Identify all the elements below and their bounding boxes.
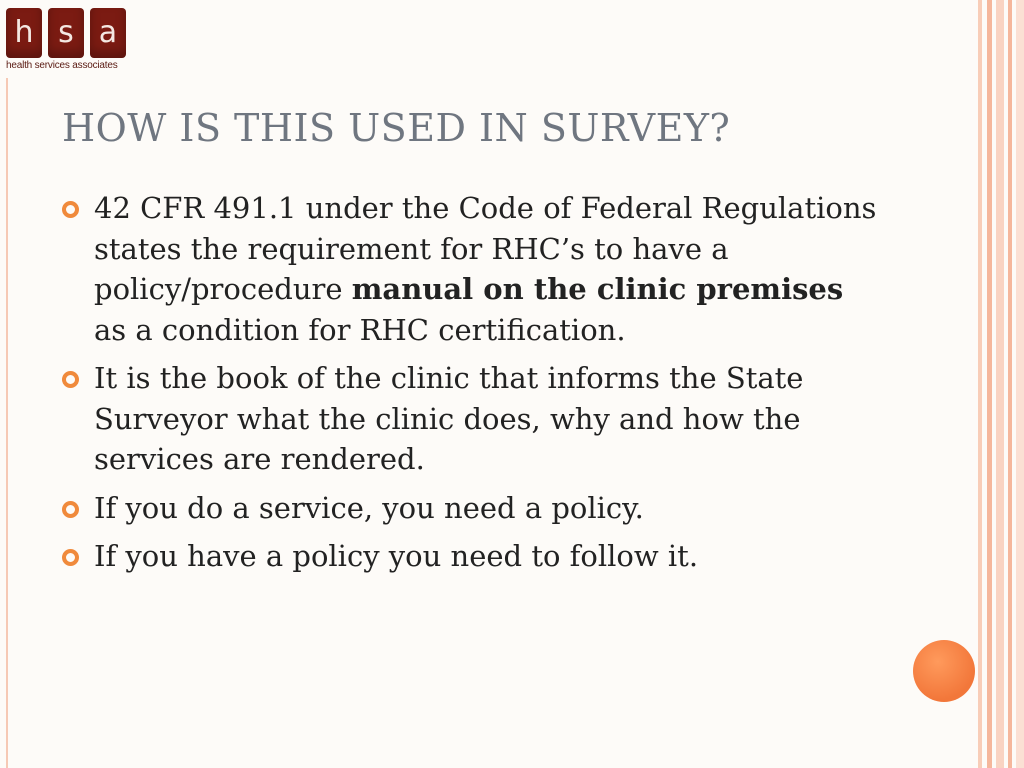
bullet-item	[62, 188, 882, 350]
right-stripe	[1016, 0, 1024, 768]
bullet-text: 42 CFR 491.1 under the Code of Federal Regulations states the requirement for RHC’s to have a policy/procedure	[94, 191, 877, 306]
left-accent-line	[6, 78, 8, 768]
ring-bullet-icon	[62, 549, 79, 566]
logo-tiles	[6, 8, 126, 58]
bullet-text: If you do a service, you need a policy.	[94, 490, 644, 525]
bullet-text: If you have a policy you need to follow it.	[94, 539, 699, 573]
orange-circle-icon	[913, 640, 975, 702]
logo-tile-h: h	[6, 8, 42, 58]
slide-title: HOW IS THIS USED IN SURVEY?	[62, 106, 731, 150]
bullet-list	[62, 188, 882, 585]
right-stripe	[978, 0, 982, 768]
bullet-item	[62, 358, 882, 480]
ring-bullet-icon	[62, 501, 79, 518]
right-stripe	[1008, 0, 1012, 768]
right-stripe	[996, 0, 1004, 768]
right-stripe	[987, 0, 992, 768]
bullet-text: as a condition for RHC certification.	[94, 312, 626, 347]
bullet-item	[62, 488, 882, 529]
logo-caption: health services associates	[6, 60, 118, 71]
logo-tile-s: s	[48, 8, 84, 58]
bullet-text: It is the book of the clinic that informs the State Surveyor what the clinic does, why and how the services are rendered.	[94, 361, 804, 476]
ring-bullet-icon	[62, 201, 79, 218]
hsa-logo	[6, 8, 126, 76]
bullet-item	[62, 536, 882, 577]
ring-bullet-icon	[62, 371, 79, 388]
logo-tile-a: a	[90, 8, 126, 58]
bullet-bold-text: manual on the clinic premises	[351, 272, 844, 306]
